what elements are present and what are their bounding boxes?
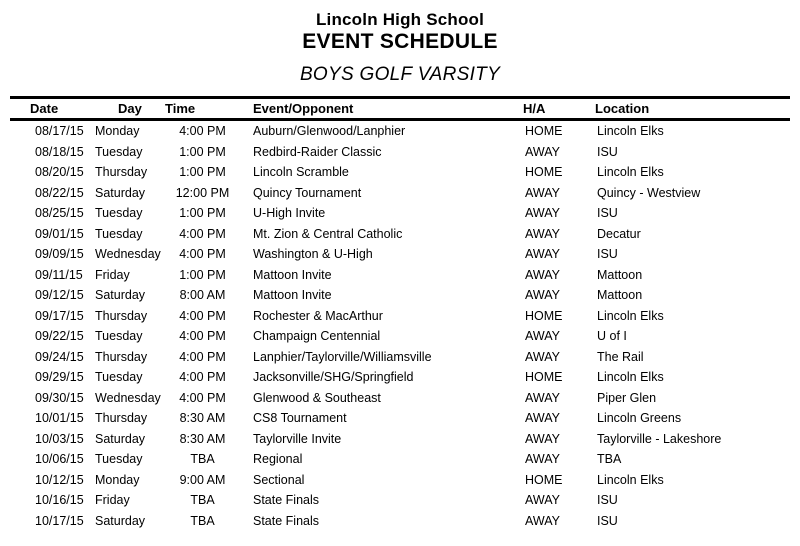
cell-location: ISU [597, 247, 618, 262]
cell-location: TBA [597, 452, 622, 467]
table-row [10, 408, 790, 429]
table-header [10, 99, 790, 121]
table-row [10, 203, 790, 224]
cell-date: 09/30/15 [35, 390, 84, 405]
cell-event: State Finals [253, 513, 320, 528]
school-name: Lincoln High School [315, 10, 485, 29]
cell-home-away: HOME [525, 165, 563, 180]
cell-time: TBA [190, 513, 215, 528]
column-header-home-away: H/A [523, 99, 595, 121]
schedule-table [10, 96, 790, 531]
cell-time: 8:00 AM [179, 288, 226, 303]
cell-time: 1:00 PM [179, 144, 226, 159]
cell-event: CS8 Tournament [253, 411, 347, 426]
cell-home-away: AWAY [525, 185, 560, 200]
cell-day: Thursday [95, 308, 148, 323]
cell-time: 4:00 PM [179, 349, 226, 364]
cell-day: Thursday [95, 165, 148, 180]
cell-date: 10/03/15 [35, 431, 84, 446]
cell-day: Tuesday [95, 206, 143, 221]
schedule-body [10, 121, 790, 531]
cell-time: 12:00 PM [175, 185, 230, 200]
cell-time: 1:00 PM [179, 206, 226, 221]
cell-day: Monday [95, 124, 140, 139]
column-header-date: Date [10, 99, 95, 121]
cell-date: 09/24/15 [35, 349, 84, 364]
cell-day: Tuesday [95, 329, 143, 344]
table-row [10, 162, 790, 183]
cell-location: Quincy - Westview [597, 185, 701, 200]
cell-time: 8:30 AM [179, 411, 226, 426]
cell-home-away: AWAY [525, 267, 560, 282]
cell-location: Lincoln Elks [597, 472, 664, 487]
cell-location: Lincoln Elks [597, 370, 664, 385]
cell-event: Quincy Tournament [253, 185, 362, 200]
cell-location: Mattoon [597, 267, 643, 282]
cell-location: Lincoln Elks [597, 124, 664, 139]
table-row [10, 449, 790, 470]
cell-location: Mattoon [597, 288, 643, 303]
cell-event: State Finals [253, 493, 320, 508]
table-row [10, 244, 790, 265]
table-row [10, 224, 790, 245]
cell-day: Tuesday [95, 226, 143, 241]
cell-home-away: AWAY [525, 452, 560, 467]
cell-home-away: AWAY [525, 329, 560, 344]
cell-date: 08/22/15 [35, 185, 84, 200]
table-row [10, 326, 790, 347]
cell-event: Champaign Centennial [253, 329, 381, 344]
cell-date: 09/17/15 [35, 308, 84, 323]
cell-location: ISU [597, 513, 618, 528]
cell-location: Taylorville - Lakeshore [597, 431, 722, 446]
column-header-time: Time [165, 99, 240, 121]
cell-home-away: HOME [525, 472, 563, 487]
cell-event: Washington & U-High [253, 247, 373, 262]
table-row [10, 347, 790, 368]
cell-location: The Rail [597, 349, 644, 364]
team-subtitle: BOYS GOLF VARSITY [299, 64, 501, 85]
cell-location: Decatur [597, 226, 641, 241]
cell-time: 4:00 PM [179, 308, 226, 323]
cell-date: 10/17/15 [35, 513, 84, 528]
cell-location: ISU [597, 206, 618, 221]
table-row [10, 183, 790, 204]
cell-time: 8:30 AM [179, 431, 226, 446]
cell-date: 10/16/15 [35, 493, 84, 508]
cell-time: 4:00 PM [179, 247, 226, 262]
cell-date: 09/12/15 [35, 288, 84, 303]
table-row [10, 470, 790, 491]
cell-event: U-High Invite [253, 206, 326, 221]
cell-home-away: AWAY [525, 513, 560, 528]
cell-location: Piper Glen [597, 390, 657, 405]
cell-day: Wednesday [95, 390, 161, 405]
cell-location: Lincoln Greens [597, 411, 682, 426]
table-row [10, 388, 790, 409]
cell-day: Tuesday [95, 144, 143, 159]
cell-time: TBA [190, 452, 215, 467]
cell-date: 08/20/15 [35, 165, 84, 180]
cell-home-away: AWAY [525, 493, 560, 508]
cell-time: 1:00 PM [179, 267, 226, 282]
cell-location: ISU [597, 493, 618, 508]
cell-date: 09/09/15 [35, 247, 84, 262]
cell-event: Regional [253, 452, 303, 467]
cell-event: Lanphier/Taylorville/Williamsville [253, 349, 432, 364]
cell-home-away: AWAY [525, 247, 560, 262]
cell-date: 08/18/15 [35, 144, 84, 159]
cell-event: Taylorville Invite [253, 431, 342, 446]
cell-date: 08/17/15 [35, 124, 84, 139]
title-block [0, 0, 800, 86]
cell-event: Mattoon Invite [253, 267, 332, 282]
cell-day: Tuesday [95, 370, 143, 385]
cell-location: Lincoln Elks [597, 308, 664, 323]
cell-day: Saturday [95, 431, 146, 446]
cell-date: 09/22/15 [35, 329, 84, 344]
cell-date: 09/29/15 [35, 370, 84, 385]
cell-home-away: AWAY [525, 144, 560, 159]
cell-location: Lincoln Elks [597, 165, 664, 180]
table-row [10, 511, 790, 532]
cell-event: Sectional [253, 472, 305, 487]
cell-date: 09/11/15 [35, 267, 83, 282]
header-row [10, 99, 790, 121]
cell-time: 4:00 PM [179, 226, 226, 241]
cell-day: Tuesday [95, 452, 143, 467]
cell-home-away: AWAY [525, 226, 560, 241]
cell-date: 10/12/15 [35, 472, 84, 487]
table-row [10, 285, 790, 306]
page-title: EVENT SCHEDULE [302, 30, 498, 53]
column-header-event-opponent: Event/Opponent [240, 99, 523, 121]
cell-home-away: AWAY [525, 349, 560, 364]
cell-day: Saturday [95, 185, 146, 200]
cell-day: Friday [95, 267, 130, 282]
cell-time: 4:00 PM [179, 370, 226, 385]
table-row [10, 429, 790, 450]
table-row [10, 490, 790, 511]
cell-home-away: HOME [525, 308, 563, 323]
cell-day: Thursday [95, 349, 148, 364]
cell-time: 1:00 PM [179, 165, 226, 180]
cell-home-away: AWAY [525, 206, 560, 221]
cell-day: Saturday [95, 513, 146, 528]
cell-day: Wednesday [95, 247, 161, 262]
cell-day: Friday [95, 493, 130, 508]
table-row [10, 367, 790, 388]
column-header-day: Day [95, 99, 165, 121]
cell-event: Glenwood & Southeast [253, 390, 381, 405]
cell-home-away: AWAY [525, 431, 560, 446]
cell-event: Mattoon Invite [253, 288, 332, 303]
table-row [10, 142, 790, 163]
table-row [10, 306, 790, 327]
table-row [10, 121, 790, 142]
cell-date: 10/06/15 [35, 452, 84, 467]
cell-home-away: HOME [525, 370, 563, 385]
cell-date: 10/01/15 [35, 411, 84, 426]
table-row [10, 265, 790, 286]
cell-event: Mt. Zion & Central Catholic [253, 226, 403, 241]
cell-event: Rochester & MacArthur [253, 308, 383, 323]
cell-day: Monday [95, 472, 140, 487]
cell-date: 08/25/15 [35, 206, 84, 221]
cell-time: 4:00 PM [179, 124, 226, 139]
cell-time: 4:00 PM [179, 329, 226, 344]
cell-time: 4:00 PM [179, 390, 226, 405]
cell-home-away: AWAY [525, 288, 560, 303]
cell-event: Lincoln Scramble [253, 165, 349, 180]
cell-home-away: AWAY [525, 390, 560, 405]
cell-home-away: AWAY [525, 411, 560, 426]
cell-date: 09/01/15 [35, 226, 84, 241]
cell-event: Redbird-Raider Classic [253, 144, 382, 159]
cell-day: Thursday [95, 411, 148, 426]
cell-day: Saturday [95, 288, 146, 303]
cell-home-away: HOME [525, 124, 563, 139]
column-header-location: Location [595, 99, 790, 121]
cell-location: U of I [597, 329, 627, 344]
cell-event: Jacksonville/SHG/Springfield [253, 370, 414, 385]
cell-location: ISU [597, 144, 618, 159]
cell-time: 9:00 AM [179, 472, 226, 487]
cell-time: TBA [190, 493, 215, 508]
cell-event: Auburn/Glenwood/Lanphier [253, 124, 406, 139]
